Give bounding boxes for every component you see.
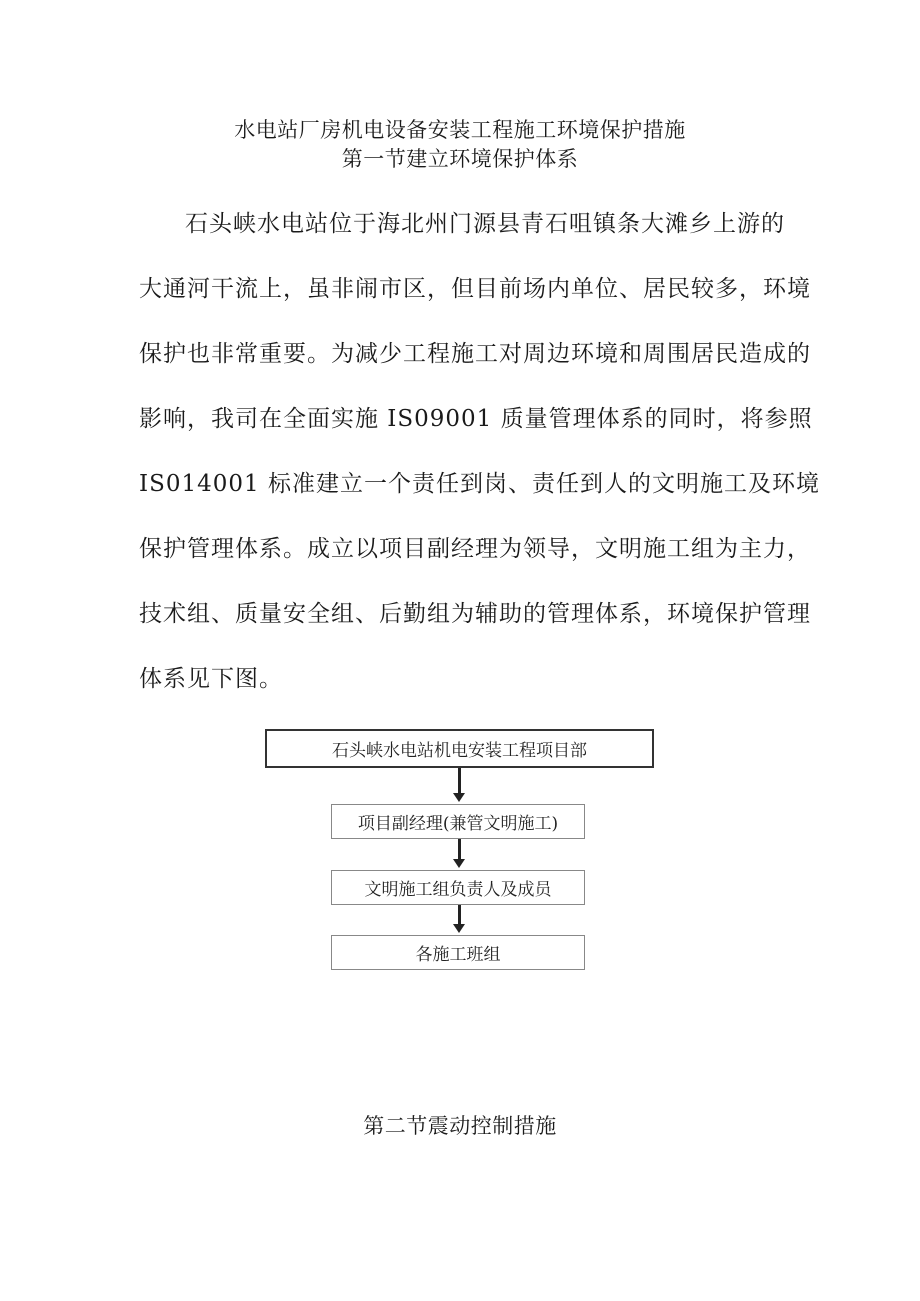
paragraph-line: 体系见下图。 [139,666,283,692]
paragraph-line: 影响，我司在全面实施 IS09001 质量管理体系的同时，将参照 [139,406,813,432]
paragraph-line: 保护管理体系。成立以项目副经理为领导，文明施工组为主力， [139,536,811,562]
section2-heading: 第二节震动控制措施 [363,1114,557,1138]
flow-node-civilized-construction-group: 文明施工组负责人及成员 [331,870,585,905]
paragraph-line: 石头峡水电站位于海北州门源县青石咀镇条大滩乡上游的 [185,211,785,237]
body-paragraph [139,192,820,712]
section1-heading: 第一节建立环境保护体系 [341,147,579,171]
paragraph-line: 保护也非常重要。为减少工程施工对周边环境和周围居民造成的 [139,341,811,367]
flow-arrow-down-icon [458,839,461,861]
flow-arrow-down-icon [458,905,461,926]
flow-arrow-down-icon [458,768,461,795]
paragraph-line: 大通河干流上，虽非闹市区，但目前场内单位、居民较多，环境 [139,276,811,302]
paragraph-line: 技术组、质量安全组、后勤组为辅助的管理体系，环境保护管理 [139,601,811,627]
flow-node-project-department: 石头峡水电站机电安装工程项目部 [265,729,654,768]
flow-node-construction-teams: 各施工班组 [331,935,585,970]
paragraph-line: IS014001 标准建立一个责任到岗、责任到人的文明施工及环境 [139,471,820,497]
flow-node-deputy-manager: 项目副经理(兼管文明施工) [331,804,585,839]
document-title: 水电站厂房机电设备安装工程施工环境保护措施 [234,118,686,142]
